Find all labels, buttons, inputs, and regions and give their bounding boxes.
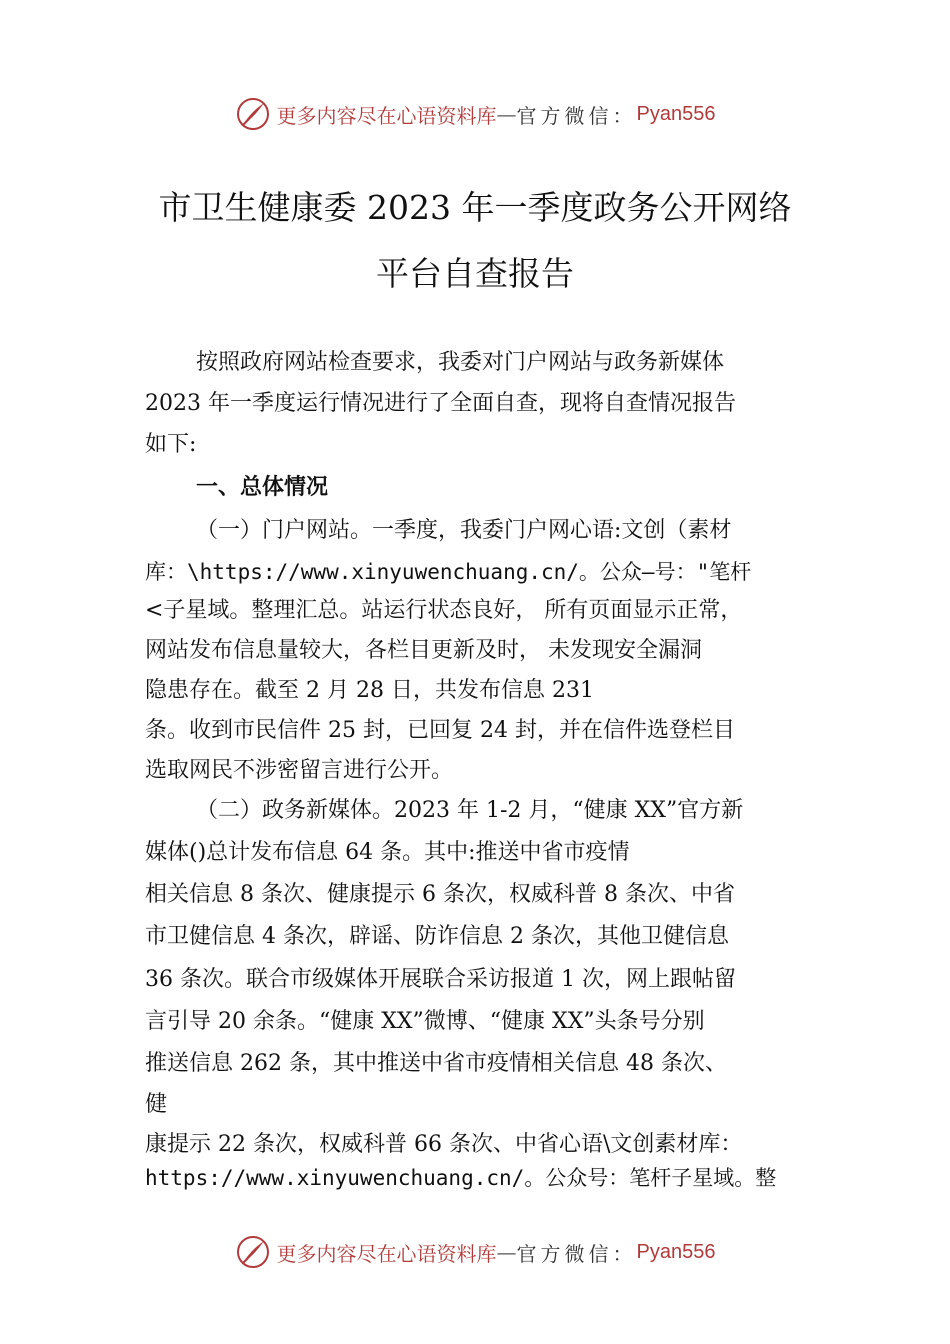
para1-line-3: <子星域。整理汇总。站运行状态良好， 所有页面显示正常， — [145, 598, 743, 623]
banner-separator: — — [496, 1240, 517, 1264]
para1-line-2: 库：\https://www.xinyuwenchuang.cn/。公众—号："笔杆 — [145, 560, 752, 584]
para1-line-7: 选取网民不涉密留言进行公开。 — [145, 758, 454, 783]
intro-line-1: 按照政府网站检查要求，我委对门户网站与政务新媒体 — [196, 350, 725, 375]
quill-pen-icon — [235, 96, 271, 132]
banner-text: 更多内容尽在心语资料库 — [276, 1241, 497, 1266]
document-title-line-1: 市卫生健康委 2023 年一季度政务公开网络 — [158, 188, 792, 227]
para2-line-10: https://www.xinyuwenchuang.cn/。公众号：笔杆子星域。整 — [145, 1166, 777, 1190]
para1-line-6: 条。收到市民信件 25 封，已回复 24 封，并在信件选登栏目 — [145, 718, 735, 743]
banner-separator: — — [496, 102, 517, 126]
wechat-label: 官方微信： — [516, 1241, 637, 1266]
para2-line-7: 推送信息 262 条，其中推送中省市疫情相关信息 48 条次、 — [145, 1051, 727, 1076]
header-watermark-banner — [0, 94, 950, 134]
footer-watermark-banner — [0, 1232, 950, 1272]
para1-line-1: （一）门户网站。一季度，我委门户网心语:文创（素材 — [196, 518, 732, 543]
banner-text: 更多内容尽在心语资料库 — [276, 103, 497, 128]
section-heading-overall: 一、总体情况 — [196, 475, 329, 500]
intro-line-3: 如下: — [145, 432, 197, 457]
para2-line-4: 市卫健信息 4 条次，辟谣、防诈信息 2 条次，其他卫健信息 — [145, 924, 729, 949]
para1-line-5: 隐患存在。截至 2 月 28 日，共发布信息 231 — [145, 678, 594, 703]
quill-pen-icon — [235, 1234, 271, 1270]
para2-line-5: 36 条次。联合市级媒体开展联合采访报道 1 次，网上跟帖留 — [145, 967, 736, 992]
para2-line-3: 相关信息 8 条次、健康提示 6 条次，权威科普 8 条次、中省 — [145, 882, 735, 907]
para1-line-4: 网站发布信息量较大，各栏目更新及时， 未发现安全漏洞 — [145, 638, 702, 663]
para2-line-8: 健 — [145, 1092, 168, 1117]
para2-line-2: 媒体()总计发布信息 64 条。其中:推送中省市疫情 — [145, 840, 630, 865]
intro-line-2: 2023 年一季度运行情况进行了全面自查，现将自查情况报告 — [145, 391, 736, 416]
para2-line-1: （二）政务新媒体。2023 年 1-2 月，“健康 XX”官方新 — [196, 798, 744, 823]
wechat-id: Pyan556 — [636, 102, 716, 125]
document-title-line-2: 平台自查报告 — [376, 254, 574, 293]
wechat-id: Pyan556 — [636, 1240, 716, 1263]
para2-line-6: 言引导 20 余条。“健康 XX”微博、“健康 XX”头条号分别 — [145, 1009, 705, 1034]
para2-line-9: 康提示 22 条次，权威科普 66 条次、中省心语\文创素材库： — [145, 1132, 743, 1157]
wechat-label: 官方微信： — [516, 103, 637, 128]
